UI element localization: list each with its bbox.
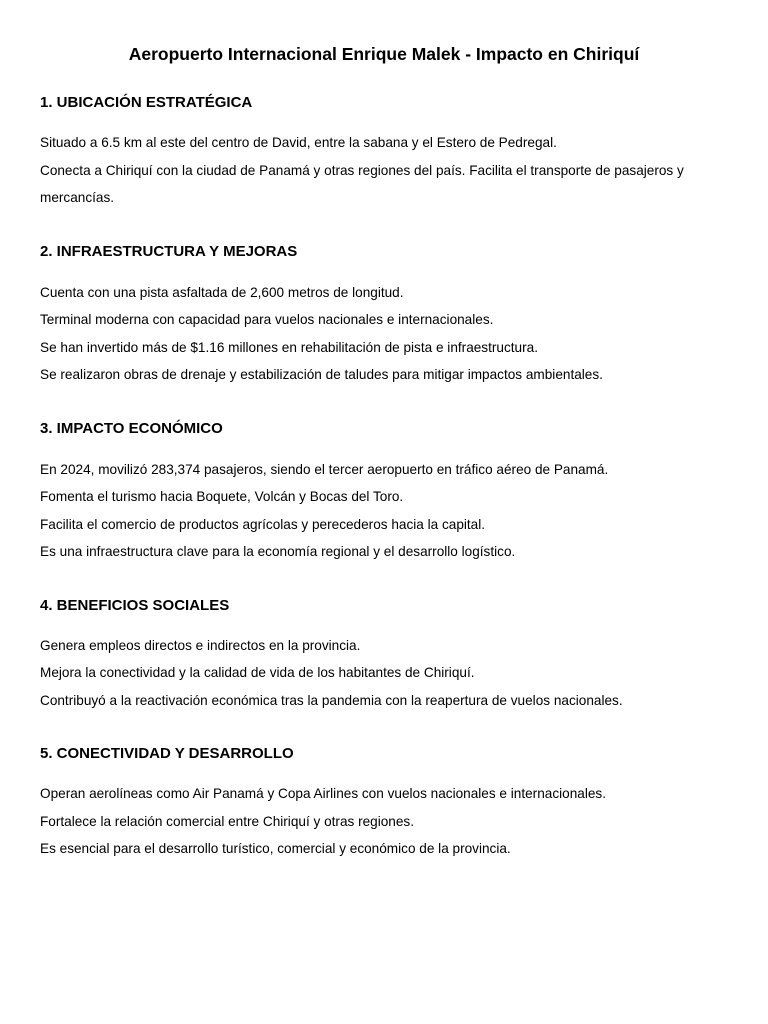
paragraph: Se han invertido más de $1.16 millones en rehabilitación de pista e infraestructura. bbox=[40, 339, 538, 355]
paragraph: Es esencial para el desarrollo turístico, comercial y económico de la provincia. bbox=[40, 841, 511, 856]
section-heading: 4. BENEFICIOS SOCIALES bbox=[40, 596, 230, 614]
paragraph: Mejora la conectividad y la calidad de vida de los habitantes de Chiriquí. bbox=[40, 665, 475, 680]
section-impacto-economico bbox=[40, 420, 728, 566]
section-heading: 1. UBICACIÓN ESTRATÉGICA bbox=[40, 94, 253, 111]
paragraph: Genera empleos directos e indirectos en la provincia. bbox=[40, 637, 361, 653]
paragraph: Contribuyó a la reactivación económica tras la pandemia con la reapertura de vuelos nacionales. bbox=[40, 692, 623, 708]
paragraph: Facilita el comercio de productos agrícolas y perecederos hacia la capital. bbox=[40, 516, 486, 532]
section-body bbox=[40, 129, 728, 212]
section-body bbox=[40, 780, 728, 863]
paragraph: Operan aerolíneas como Air Panamá y Copa Airlines con vuelos nacionales e internacionales. bbox=[40, 786, 606, 801]
paragraph: Conecta a Chiriquí con la ciudad de Panamá y otras regiones del país. Facilita el transporte de pasajeros y mercancías. bbox=[40, 162, 684, 205]
paragraph: Terminal moderna con capacidad para vuelos nacionales e internacionales. bbox=[40, 312, 494, 327]
section-beneficios-sociales bbox=[40, 597, 728, 715]
section-body bbox=[40, 456, 728, 566]
paragraph: Fortalece la relación comercial entre Chiriquí y otras regiones. bbox=[40, 813, 414, 829]
paragraph: Situado a 6.5 km al este del centro de David, entre la sabana y el Estero de Pedregal. bbox=[40, 135, 557, 150]
section-heading: 3. IMPACTO ECONÓMICO bbox=[40, 419, 223, 437]
paragraph: Cuenta con una pista asfaltada de 2,600 metros de longitud. bbox=[40, 284, 404, 300]
paragraph: Se realizaron obras de drenaje y estabilización de taludes para mitigar impactos ambientales. bbox=[40, 367, 603, 382]
section-infraestructura bbox=[40, 243, 728, 389]
paragraph: En 2024, movilizó 283,374 pasajeros, siendo el tercer aeropuerto en tráfico aéreo de Panamá. bbox=[40, 461, 609, 477]
section-body bbox=[40, 279, 728, 389]
section-ubicacion bbox=[40, 94, 728, 212]
paragraph: Es una infraestructura clave para la economía regional y el desarrollo logístico. bbox=[40, 544, 516, 559]
section-heading: 5. CONECTIVIDAD Y DESARROLLO bbox=[40, 745, 294, 762]
section-conectividad bbox=[40, 745, 728, 863]
paragraph: Fomenta el turismo hacia Boquete, Volcán y Bocas del Toro. bbox=[40, 489, 404, 504]
document-title: Aeropuerto Internacional Enrique Malek - Impacto en Chiriquí bbox=[128, 44, 640, 64]
section-heading: 2. INFRAESTRUCTURA Y MEJORAS bbox=[40, 242, 298, 260]
section-body bbox=[40, 632, 728, 715]
